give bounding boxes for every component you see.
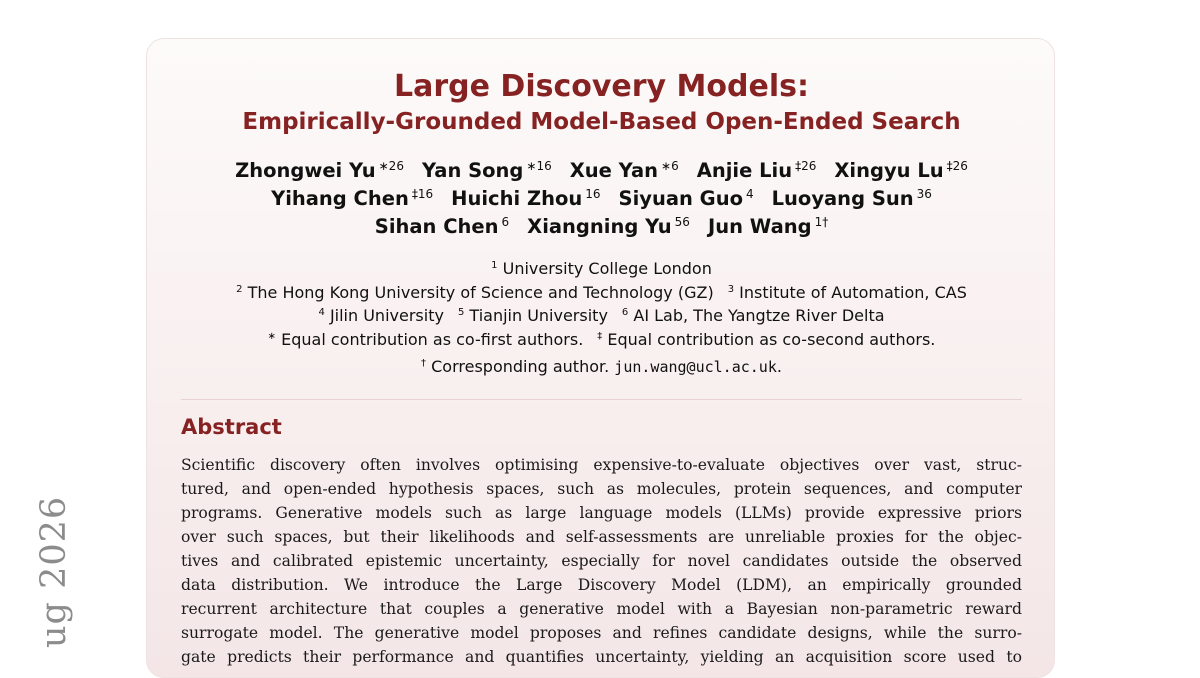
abstract-line: tured, and open-ended hypothesis spaces, such as molecules, protein sequences, and computer (181, 480, 1022, 498)
abstract-line: data distribution. We introduce the Large Discovery Model (LDM), an empirically grounded (181, 576, 1022, 594)
affiliation (491, 259, 712, 278)
paper-title: Large Discovery Models: (394, 69, 809, 104)
section-divider (181, 399, 1022, 400)
author-name: Sihan Chen (374, 215, 499, 238)
author-affiliation-marker: ‡16 (411, 187, 434, 201)
affiliation-line (147, 306, 1056, 325)
author-name: Yan Song (421, 159, 524, 182)
author-affiliation-marker: ∗16 (526, 159, 552, 173)
author-name: Huichi Zhou (451, 187, 583, 210)
affiliation (268, 330, 584, 349)
affiliation-text: The Hong Kong University of Science and Technology (GZ) (247, 283, 714, 302)
affiliation-marker: 2 (236, 284, 243, 295)
corresponding-marker: † (421, 358, 427, 369)
author (451, 187, 600, 210)
author-name: Siyuan Guo (618, 187, 743, 210)
author-affiliation-marker: 6 (501, 215, 510, 229)
corresponding-email[interactable]: jun.wang@ucl.ac.uk (614, 358, 777, 376)
abstract-line: tives and calibrated epistemic uncertainty, especially for novel candidates outside the observed (181, 552, 1022, 570)
author (235, 159, 404, 182)
author-affiliation-marker: ∗6 (661, 159, 679, 173)
affiliation-text: Institute of Automation, CAS (739, 283, 967, 302)
affiliation (597, 330, 935, 349)
author (834, 159, 968, 182)
abstract-heading: Abstract (181, 415, 282, 439)
author-name: Xingyu Lu (834, 159, 944, 182)
author-line (147, 159, 1056, 182)
arxiv-side-stamp: ug 2026 (34, 495, 74, 648)
author-name: Luoyang Sun (771, 187, 914, 210)
affiliation-marker: 4 (318, 307, 325, 318)
author-name: Xiangning Yu (527, 215, 672, 238)
corresponding-author (147, 357, 1056, 376)
affiliation (458, 306, 608, 325)
paper-header-panel (146, 38, 1055, 678)
abstract-line: over such spaces, but their likelihoods and self-assessments are unreliable proxies for the objec- (181, 528, 1022, 546)
author (570, 159, 679, 182)
author-affiliation-marker: ‡26 (795, 159, 817, 173)
author-name: Yihang Chen (271, 187, 409, 210)
corresponding-end: . (776, 357, 782, 376)
affiliation-marker: ‡ (597, 331, 603, 342)
affiliation-line (147, 283, 1056, 302)
affiliation-text: University College London (502, 259, 712, 278)
abstract-line: surrogate model. The generative model proposes and refines candidate designs, while the surro- (181, 624, 1022, 642)
affiliation (622, 306, 885, 325)
abstract-line: programs. Generative models such as large language models (LLMs) provide expressive priors (181, 504, 1022, 522)
affiliation-text: Jilin University (329, 306, 444, 325)
abstract-line: Scientific discovery often involves optimising expensive-to-evaluate objectives over vast, struc- (181, 456, 1022, 474)
affiliation-line (147, 330, 1056, 349)
author-name: Anjie Liu (696, 159, 793, 182)
author-affiliation-marker: 16 (585, 187, 601, 201)
author-line (147, 215, 1056, 238)
author (708, 215, 828, 238)
corresponding-label: Corresponding author. (431, 357, 610, 376)
affiliation (236, 283, 714, 302)
author-name: Jun Wang (707, 215, 812, 238)
author (422, 159, 552, 182)
author-affiliation-marker: 36 (916, 187, 932, 201)
affiliation-marker: 6 (621, 307, 629, 318)
author (619, 187, 754, 210)
author-affiliation-marker: 56 (674, 215, 690, 229)
author-affiliation-marker: ∗26 (378, 159, 404, 173)
author (772, 187, 932, 210)
affiliation-marker: ∗ (267, 331, 277, 342)
affiliation-marker: 1 (491, 260, 498, 271)
paper-subtitle: Empirically-Grounded Model-Based Open-Ended Search (242, 109, 961, 135)
author-affiliation-marker: 1† (814, 215, 829, 229)
author-line (147, 187, 1056, 210)
affiliation-text: Equal contribution as co-second authors. (607, 330, 936, 349)
affiliation-marker: 3 (727, 284, 735, 295)
author (527, 215, 690, 238)
abstract-line: recurrent architecture that couples a generative model with a Bayesian non-parametric reward (181, 600, 1022, 618)
abstract-line: gate predicts their performance and quantifies uncertainty, yielding an acquisition score used to (181, 648, 1022, 666)
affiliation (728, 283, 967, 302)
author-affiliation-marker: ‡26 (946, 159, 968, 173)
author-name: Xue Yan (569, 159, 659, 182)
author-affiliation-marker: 4 (745, 187, 754, 201)
author (271, 187, 433, 210)
affiliation (318, 306, 443, 325)
author (697, 159, 817, 182)
affiliation-text: AI Lab, The Yangtze River Delta (633, 306, 885, 325)
author (375, 215, 509, 238)
abstract-body (181, 453, 1022, 669)
affiliation-text: Tianjin University (469, 306, 608, 325)
affiliation-line (147, 259, 1056, 278)
affiliation-text: Equal contribution as co-first authors. (281, 330, 584, 349)
affiliation-marker: 5 (457, 307, 465, 318)
author-name: Zhongwei Yu (235, 159, 376, 182)
